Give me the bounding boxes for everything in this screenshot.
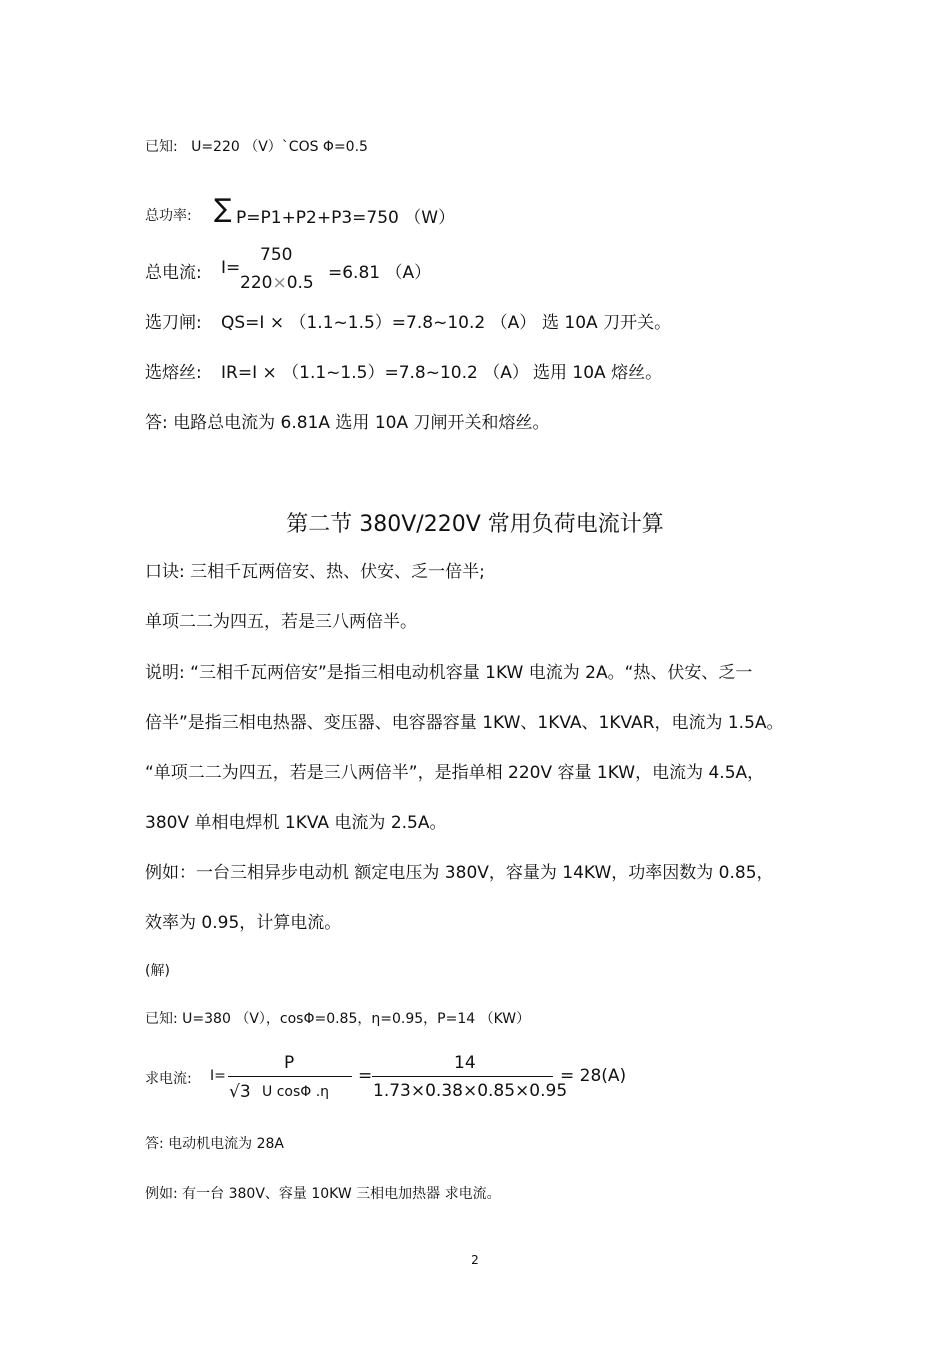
knife-switch-label: 选刀闸: xyxy=(145,313,202,333)
known-text: U=220 （V）`COS Φ=0.5 xyxy=(191,139,368,155)
example-line-2: 效率为 0.95，计算电流。 xyxy=(145,913,342,933)
example-2: 例如: 有一台 380V、容量 10KW 三相电加热器 求电流。 xyxy=(145,1186,501,1202)
formula-denominator-2: 1.73×0.38×0.85×0.95 xyxy=(373,1081,568,1101)
total-current-result: =6.81 （A） xyxy=(328,263,432,283)
find-current-lhs: I= xyxy=(210,1068,226,1084)
explain-line-1: 说明: “三相千瓦两倍安”是指三相电动机容量 1KW 电流为 2A。“热、伏安、乏一 xyxy=(145,663,753,683)
fuse-label: 选熔丝: xyxy=(145,363,202,383)
fraction-bar-1 xyxy=(228,1076,352,1077)
knife-switch-choice: 选 10A 刀开关。 xyxy=(542,313,672,333)
section-title: 第二节 380V/220V 常用负荷电流计算 xyxy=(286,512,664,537)
total-power-label: 总功率: xyxy=(145,208,192,224)
explain-line-2: 倍半”是指三相电热器、变压器、电容器容量 1KW、1KVA、1KVAR，电流为 1.5A。 xyxy=(145,713,784,733)
sqrt3: √3 xyxy=(229,1082,251,1102)
fuse-formula: IR=I × （1.1~1.5）=7.8~10.2 （A） xyxy=(221,363,529,383)
solution-known: 已知: U=380 （V），cosΦ=0.85，η=0.95，P=14 （KW） xyxy=(145,1011,531,1027)
example-line-1: 例如：一台三相异步电动机 额定电压为 380V，容量为 14KW，功率因数为 0.85， xyxy=(145,863,774,883)
fraction-bar-2 xyxy=(372,1076,553,1077)
fraction-numerator: 750 xyxy=(260,245,293,265)
equals-sign: = xyxy=(358,1066,373,1086)
solution-label: (解) xyxy=(145,963,170,979)
knife-switch-formula: QS=I × （1.1~1.5）=7.8~10.2 （A） xyxy=(221,313,537,333)
formula-result: = 28(A) xyxy=(560,1066,627,1086)
answer-2: 答: 电动机电流为 28A xyxy=(145,1136,285,1152)
fraction-denominator: 220×0.5 xyxy=(240,273,314,293)
answer-1: 答: 电路总电流为 6.81A 选用 10A 刀闸开关和熔丝。 xyxy=(145,413,550,433)
rhyme-line-2: 单项二二为四五，若是三八两倍半。 xyxy=(145,612,417,632)
known-line-1 xyxy=(145,136,368,156)
find-current-label: 求电流: xyxy=(145,1071,192,1087)
total-current-label: 总电流: xyxy=(145,263,202,283)
formula-denominator-1: U cosΦ .η xyxy=(262,1084,330,1100)
formula-numerator-14: 14 xyxy=(454,1053,476,1073)
fuse-choice: 选用 10A 熔丝。 xyxy=(533,363,663,383)
explain-line-3: “单项二二为四五，若是三八两倍半”，是指单相 220V 容量 1KW，电流为 4.5A， xyxy=(145,763,765,783)
explain-line-4: 380V 单相电焊机 1KVA 电流为 2.5A。 xyxy=(145,813,447,833)
rhyme-line-1: 口诀: 三相千瓦两倍安、热、伏安、乏一倍半; xyxy=(145,562,485,582)
known-label: 已知: xyxy=(145,139,178,155)
page-number: 2 xyxy=(471,1253,479,1267)
formula-numerator-p: P xyxy=(284,1053,295,1073)
total-current-lhs: I= xyxy=(221,258,241,278)
sigma-symbol: ∑ xyxy=(214,194,232,224)
total-power-formula: P=P1+P2+P3=750 （W） xyxy=(236,208,456,228)
